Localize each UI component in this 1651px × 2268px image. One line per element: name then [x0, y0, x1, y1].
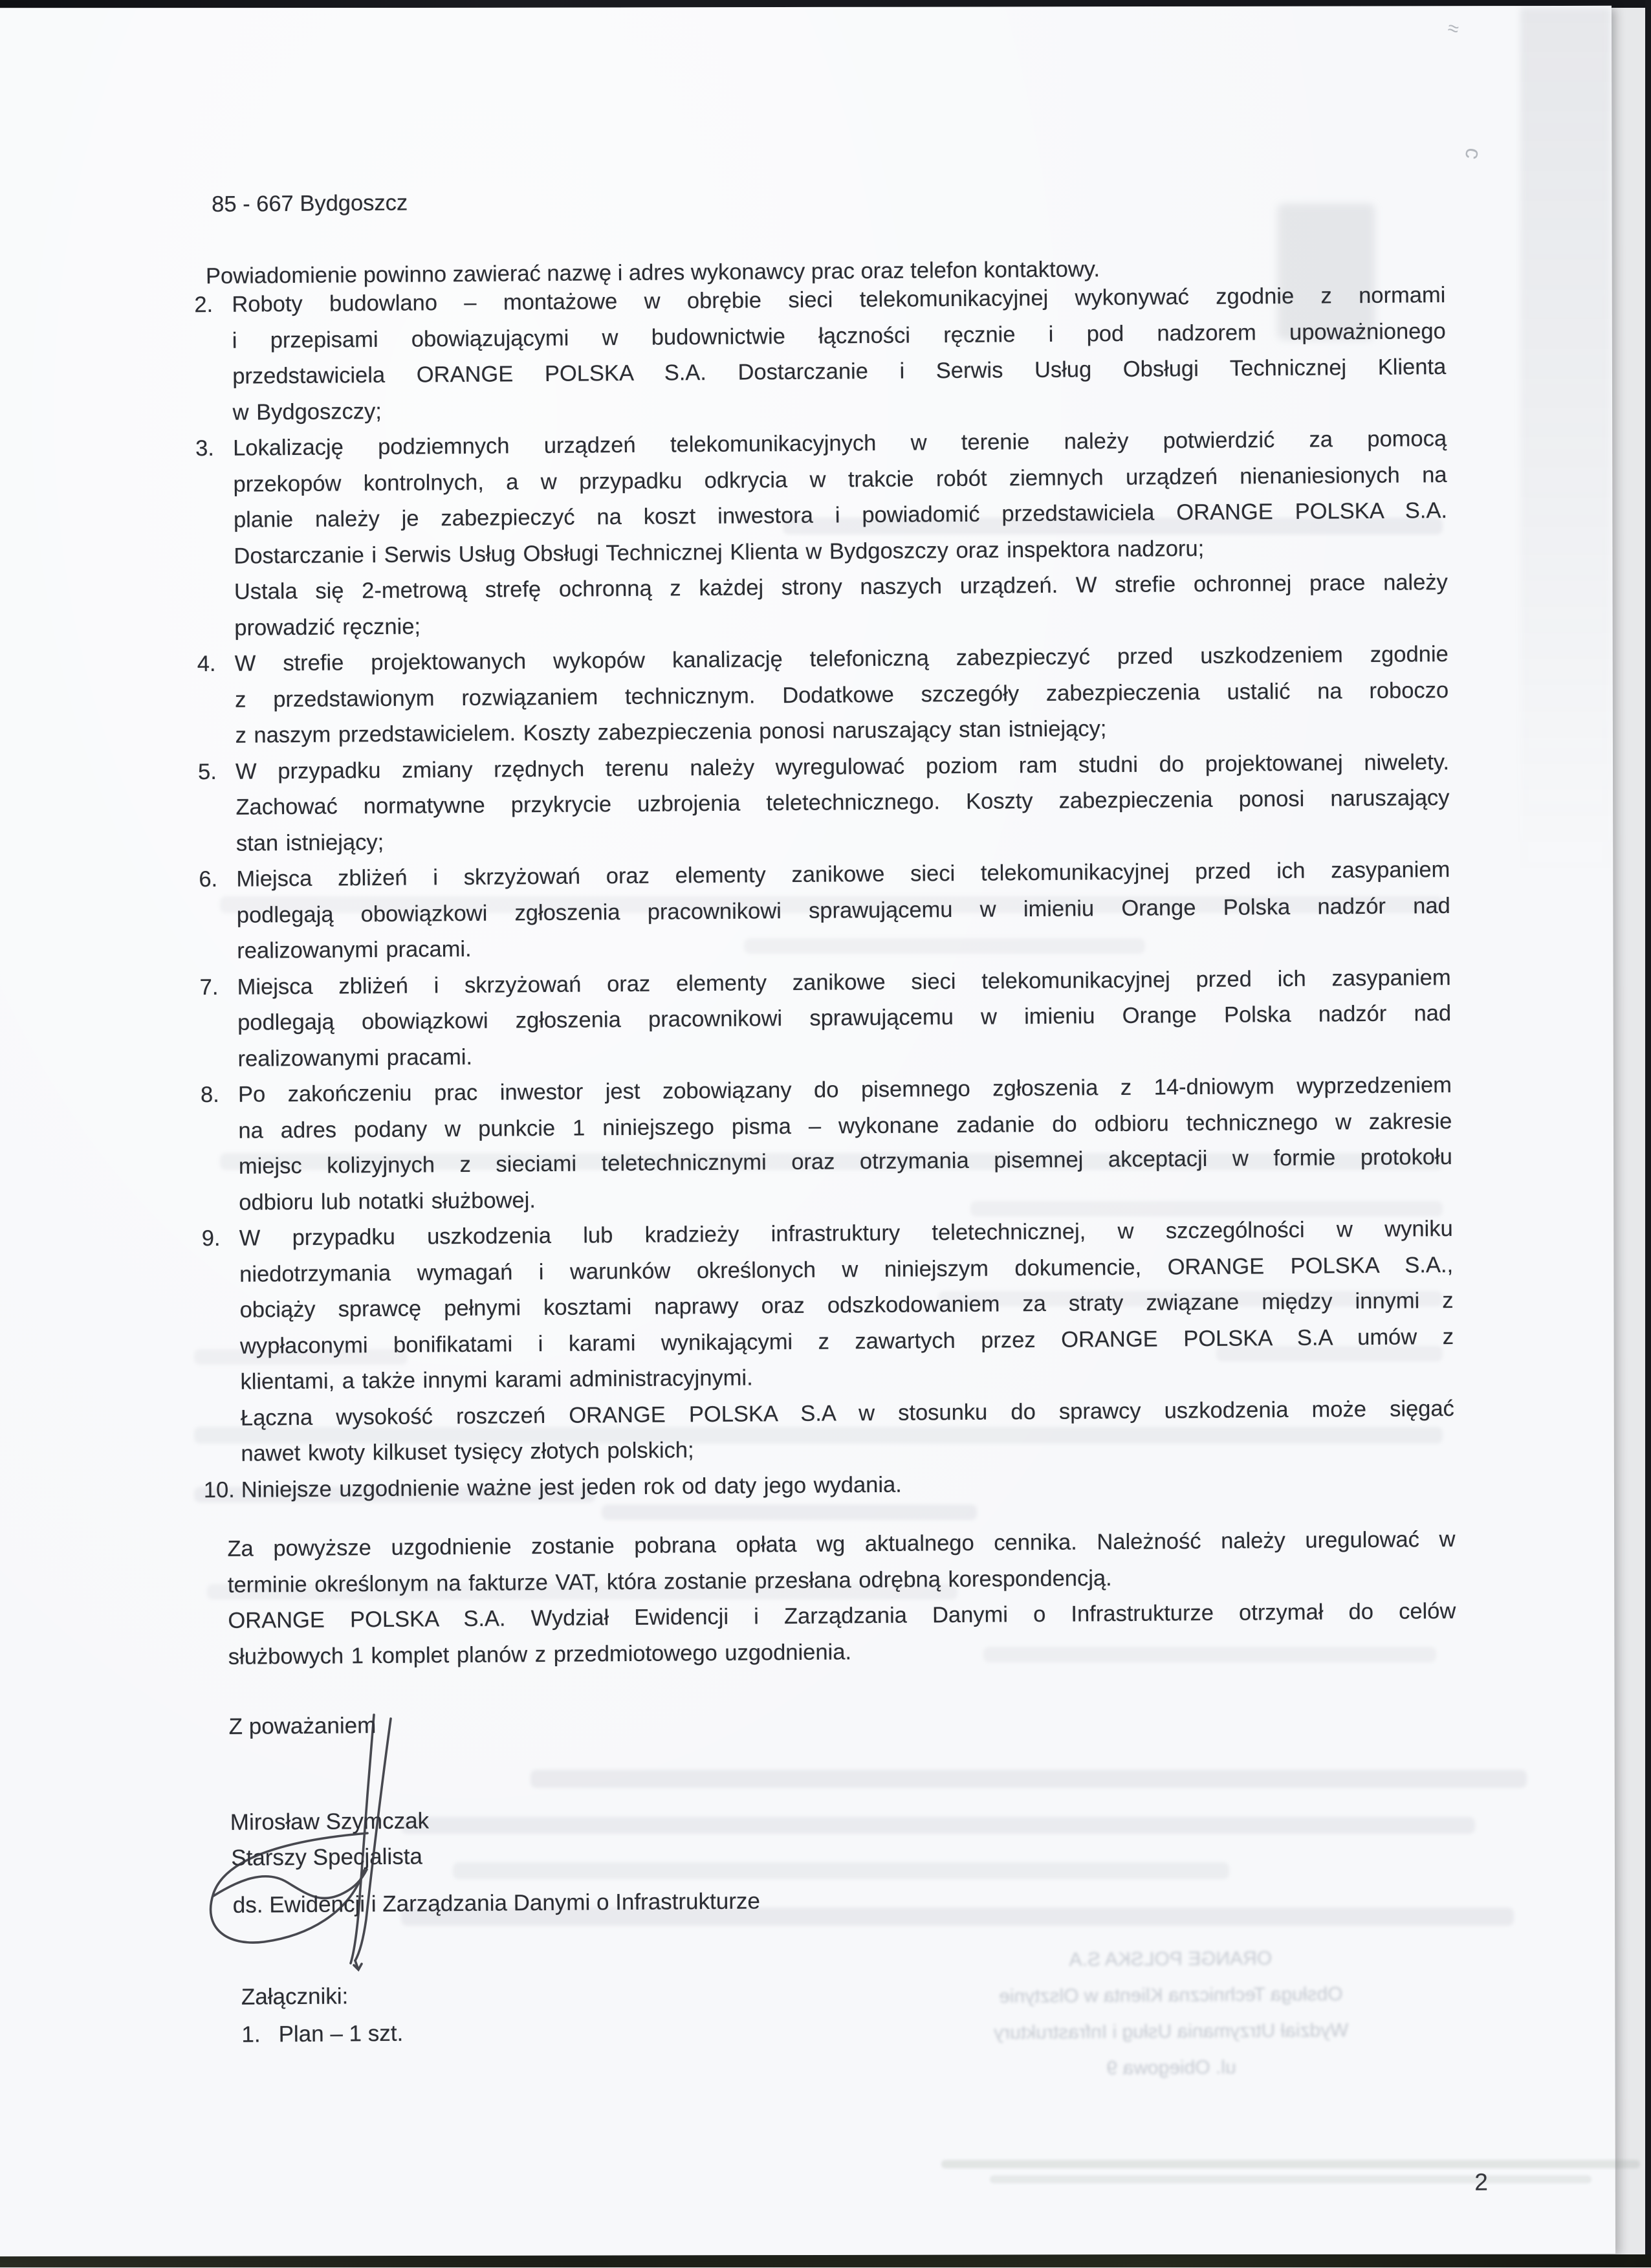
- pencil-mark: ϲ: [1460, 146, 1487, 162]
- list-item-line: Po zakończeniu prac inwestor jest zobowiązany do pisemnego zgłoszenia z 14-dniowym wyprzedzeniem: [237, 1072, 1452, 1107]
- list-item-line: W strefie projektowanych wykopów kanalizację telefoniczną zabezpieczyć przed uszkodzeniem zgodnie: [234, 642, 1449, 676]
- list-item-line: z naszym przedstawicielem. Koszty zabezpieczenia ponosi naruszający stan istniejący;: [235, 716, 1107, 748]
- list-item-line: stan istniejący;: [235, 830, 384, 856]
- list-item-line: Niniejsze uzgodnienie ważne jest jeden rok od daty jego wydania.: [241, 1472, 902, 1503]
- signer-name: Mirosław Szymczak: [230, 1808, 430, 1835]
- bleed-through-line: Obsługa Techniczna Klienta w Olsztynie: [999, 1983, 1343, 2007]
- list-item-line: Miejsca zbliżeń i skrzyżowań oraz elementy zanikowe sieci telekomunikacyjnej przed ich zasypaniem: [237, 965, 1451, 1000]
- page-number: 2: [1474, 2168, 1488, 2196]
- list-item-line: planie należy je zabezpieczyć na koszt inwestora i powiadomić przedstawiciela ORANGE POLSKA S.A.: [233, 498, 1448, 533]
- list-item-line: niedotrzymania wymagań i warunków określonych w niniejszym dokumencie, ORANGE POLSKA S.A.,: [239, 1252, 1454, 1287]
- address-line: 85 - 667 Bydgoszcz: [212, 190, 408, 217]
- list-item-number: 6.: [199, 866, 218, 892]
- bleed-through-line: ORANGE POLSKA S.A: [1069, 1947, 1273, 1971]
- list-item-line: wypłaconymi bonifikatami i karami wynikającymi z zawartych przez ORANGE POLSKA S.A umów z: [239, 1324, 1454, 1359]
- list-item-line: W przypadku uszkodzenia lub kradzieży infrastruktury teletechnicznej, w szczególności w wyniku: [239, 1216, 1453, 1251]
- handwritten-signature: [167, 1701, 439, 1972]
- list-item-number: 10.: [203, 1477, 235, 1503]
- list-item-line: Roboty budowlano – montażowe w obrębie sieci telekomunikacyjnej wykonywać zgodnie z normami: [232, 283, 1446, 317]
- list-item-line: odbioru lub notatki służbowej.: [239, 1187, 536, 1215]
- list-item: [199, 960, 1451, 1077]
- bleed-through-line: ul. Obiegowa 9: [1106, 2056, 1236, 2079]
- intro-paragraph: Powiadomienie powinno zawierać nazwę i adres wykonawcy prac oraz telefon kontaktowy.: [205, 257, 1100, 289]
- list-item-line: podlegają obowiązkowi zgłoszenia pracownikowi sprawującemu w imieniu Orange Polska nadzór nad: [236, 893, 1450, 928]
- list-item-line: z przedstawionym rozwiązaniem technicznym. Dodatkowe szczegóły zabezpieczenia ustalić na roboczo: [235, 677, 1449, 712]
- list-item-line: Zachować normatywne przykrycie uzbrojenia teletechnicznego. Koszty zabezpieczenia ponosi naruszający: [235, 786, 1450, 820]
- closing-line: terminie określonym na fakturze VAT, która zostanie przesłana odrębną korespondencją.: [227, 1565, 1112, 1598]
- list-item: [195, 421, 1449, 646]
- list-item-number: 4.: [197, 651, 216, 677]
- sign-off: Z poważaniem: [228, 1713, 377, 1739]
- list-item-line: realizowanymi pracami.: [237, 936, 472, 963]
- list-item: [197, 637, 1449, 754]
- list-item-line: Lokalizację podziemnych urządzeń telekomunikacyjnych w terenie należy potwierdzić za pomocą: [232, 426, 1447, 461]
- closing-line: Za powyższe uzgodnienie zostanie pobrana opłata wg aktualnego cennika. Należność należy uregulować w: [227, 1526, 1456, 1561]
- attachments-label: Załączniki:: [241, 1983, 349, 2010]
- closing-paragraphs: [227, 1522, 1456, 1675]
- attachment-number: 1.: [241, 2021, 261, 2047]
- pencil-mark: ≈: [1445, 17, 1461, 41]
- list-item: [194, 278, 1447, 431]
- list-item-line: Łączna wysokość roszczeń ORANGE POLSKA S.A w stosunku do sprawcy uszkodzenia może sięgać: [240, 1396, 1455, 1431]
- list-item: [202, 1211, 1455, 1473]
- list-item-line: klientami, a także innymi karami administracyjnymi.: [240, 1365, 753, 1394]
- list-item-line: w Bydgoszczy;: [232, 399, 382, 425]
- list-item-number: 9.: [201, 1226, 221, 1251]
- list-item-line: prowadzić ręcznie;: [234, 613, 421, 641]
- list-item-line: przekopów kontrolnych, a w przypadku odkrycia w trakcie robót ziemnych urządzeń nienaniesionych na: [233, 462, 1447, 497]
- list-item-line: nawet kwoty kilkuset tysięcy złotych polskich;: [241, 1438, 694, 1466]
- list-item-line: Dostarczanie i Serwis Usług Obsługi Technicznej Klienta w Bydgoszczy oraz inspektora nadzoru;: [234, 536, 1205, 569]
- list-item-number: 7.: [199, 974, 219, 1000]
- bleed-through-line: Wydział Utrzymania Usług i Infrastruktury: [993, 2020, 1349, 2043]
- list-item-line: realizowanymi pracami.: [237, 1044, 473, 1072]
- list-item-number: 3.: [195, 435, 215, 461]
- list-item-number: 5.: [197, 759, 217, 784]
- signer-title: Starszy Specjalista: [231, 1844, 423, 1871]
- list-item: [201, 1068, 1453, 1221]
- list-item-line: miejsc kolizyjnych z sieciami teletechnicznymi oraz otrzymania pisemnej akceptacji w formie protokołu: [238, 1144, 1452, 1179]
- closing-line: ORANGE POLSKA S.A. Wydział Ewidencji i Zarządzania Danymi o Infrastrukturze otrzymał do celów: [228, 1598, 1456, 1633]
- closing-line: służbowych 1 komplet planów z przedmiotowego uzgodnienia.: [228, 1639, 852, 1669]
- list-item-line: i przepisami obowiązującymi w budownictwie łączności ręcznie i pod nadzorem upoważnionego: [232, 318, 1446, 353]
- attachment-text: Plan – 1 szt.: [278, 2020, 404, 2047]
- list-item-line: podlegają obowiązkowi zgłoszenia pracownikowi sprawującemu w imieniu Orange Polska nadzór nad: [237, 1000, 1452, 1035]
- list-item-line: przedstawiciela ORANGE POLSKA S.A. Dostarczanie i Serwis Usług Obsługi Technicznej Klienta: [232, 355, 1447, 389]
- list-item-line: W przypadku zmiany rzędnych terenu należy wyregulować poziom ram studni do projektowanej niwelety.: [235, 749, 1450, 784]
- list-item: [199, 852, 1450, 970]
- list-item-line: Ustala się 2-metrową strefę ochronną z każdej strony naszych urządzeń. W strefie ochronnej prace należy: [234, 570, 1448, 604]
- signer-department: ds. Ewidencji i Zarządzania Danymi o Infrastrukturze: [232, 1888, 761, 1918]
- list-item-line: Miejsca zbliżeń i skrzyżowań oraz elementy zanikowe sieci telekomunikacyjnej przed ich zasypaniem: [236, 857, 1450, 892]
- list-item-line: na adres podany w punkcie 1 niniejszego pisma – wykonane zadanie do odbioru technicznego w zakresie: [238, 1108, 1452, 1143]
- list-item: [198, 745, 1450, 863]
- conditions-list: [194, 278, 1455, 1508]
- list-item-number: 8.: [200, 1082, 219, 1108]
- attachment-item: [241, 2020, 403, 2049]
- list-item-number: 2.: [194, 292, 213, 318]
- list-item-line: obciąży sprawcę pełnymi kosztami naprawy oraz odszkodowaniem za straty związane między innymi z: [239, 1288, 1454, 1323]
